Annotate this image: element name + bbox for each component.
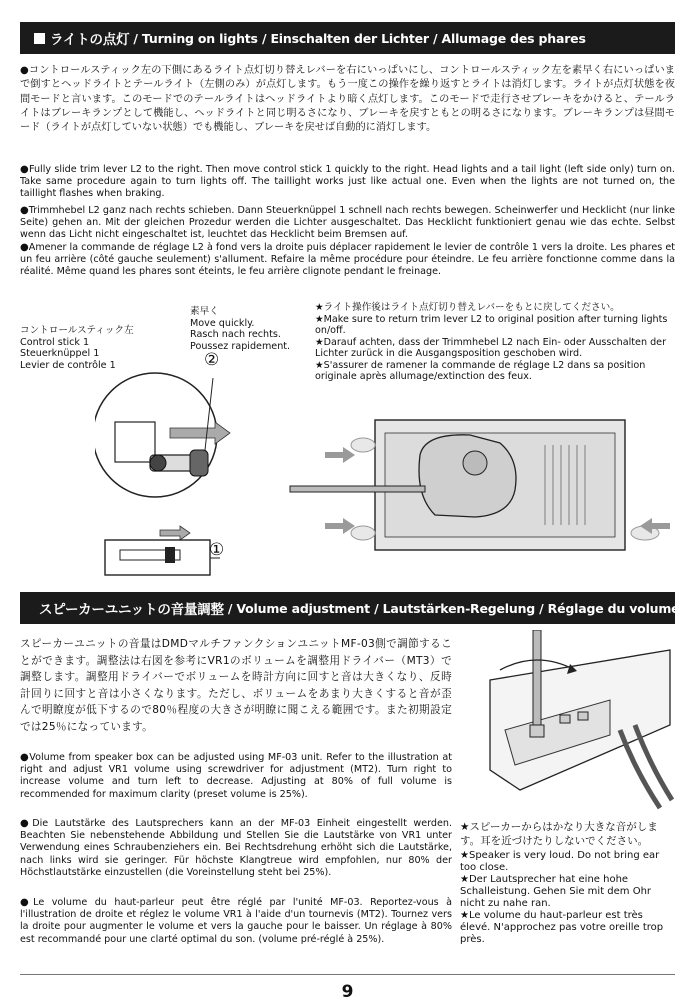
lights-text-en-body: Fully slide trim lever L2 to the right. Then move control stick 1 quickly to the right. Head lights and a tail light (left side only) turn on. Take same procedure again to turn lights off. The taillight works just like actual one. Even when the lights are not turned on, the taillight flashes when braking. (20, 164, 675, 200)
volume-warning-de: ★Der Lautsprecher hat eine hohe Schalleistung. Gehen Sie mit dem Ohr nicht zu nahe ran. (460, 874, 652, 909)
step-2-marker: ② (204, 350, 220, 370)
slide-right-arrow (160, 526, 190, 540)
section-title: / Volume adjustment / Lautstärken-Regelung / Réglage du volume (227, 600, 680, 616)
volume-text-de-body: Die Lautstärke des Lautsprechers kann an der MF-03 Einheit eingestellt werden. Beachten Sie nebenstehende Abbildung und Stellen Sie die Lautstärke von VR1 unter Verwendung eines Schraubenziehers ein. Bei Rechtsdrehung erhöht sich die Lautstärke, nach links wird sie geringer. Für höchste Klangtreue wird empfohlen, nur 80% der Höchstlautstärke einzustellen (die Voreinstellung steht bei 25%). (20, 818, 452, 878)
trim-lever (165, 547, 175, 563)
vr1-knob (530, 725, 544, 737)
volume-text-en-body: Volume from speaker box can be adjusted using MF-03 unit. Refer to the illustration at right and adjust VR1 volume using screwdriver for adjustment (MT2). Turn right to increase volume and turn left to decrease. Adjusting at 80% of full volume is recommended for maximum clarity (preset volume is 25%). (20, 752, 452, 800)
control-stick-label-jp: コントロールスティック左 (20, 325, 134, 336)
bullet-icon: ● (20, 205, 29, 216)
control-stick-label-en: Control stick 1 (20, 336, 90, 348)
section-banner-volume (20, 592, 680, 624)
bullet-icon: ● (20, 242, 29, 253)
volume-warning (460, 820, 675, 946)
section-title-jp: ライトの点灯 (50, 32, 130, 48)
lights-note-en: ★Make sure to return trim lever L2 to original position after turning lights on/off. (315, 313, 668, 336)
move-quickly-label-fr: Poussez rapidement. (190, 340, 291, 352)
footer-divider (20, 974, 675, 975)
lights-note-fr: ★S'assurer de ramener la commande de réglage L2 dans sa position originale après allumage/extinction des feux. (315, 359, 646, 382)
tank-gun (290, 486, 425, 492)
volume-text-fr (20, 897, 452, 946)
volume-text-fr-body: Le volume du haut-parleur peut être réglé par l'unité MF-03. Reportez-vous à l'illustration de droite et réglez le volume VR1 à l'aide d'un tournevis (MT2). Tournez vers la droite pour augmenter le volume et vers la gauche pour le baisser. Un réglage à 80% est recommandé pour une clarté optimal du son. (volume pré-réglé à 25%). (20, 897, 452, 945)
bullet-icon: ● (20, 164, 29, 175)
bullet-icon: ● (20, 65, 29, 76)
volume-warning-en: ★Speaker is very loud. Do not bring ear too close. (460, 850, 660, 873)
control-stick-label-de: Steuerknüppel 1 (20, 348, 100, 359)
move-quickly-label-jp: 素早く (190, 306, 219, 317)
lights-text-de (20, 205, 675, 242)
stick-knob (190, 450, 208, 476)
move-quickly-label-de: Rasch nach rechts. (190, 329, 281, 340)
stick-base-plate (115, 422, 155, 462)
volume-warning-jp: ★スピーカーからはかなり大きな音がします。耳を近づけたりしないでください。 (460, 821, 658, 847)
move-quickly-label (190, 306, 290, 352)
lights-text-fr-body: Amener la commande de réglage L2 à fond vers la droite puis déplacer rapidement le levier de contrôle 1 vers la droite. Les phares et un feu arrière (côté gauche seulement) s'allument. Refaire la même procédure pour éteindre. Le feu arrière fonctionne comme dans la réalité. Même quand les phares sont éteints, le feu arrière clignote pendant le freinage. (20, 242, 675, 278)
tank-turret (419, 435, 516, 517)
screwdriver (533, 630, 541, 725)
cable (635, 725, 672, 800)
headlight-glow (351, 438, 375, 452)
lights-note-jp: ★ライト操作後はライト点灯切り替えレバーをもとに戻してください。 (315, 302, 620, 313)
lights-note (315, 302, 677, 383)
headlight-arrow (325, 518, 355, 534)
control-stick-label-fr: Levier de contrôle 1 (20, 359, 116, 371)
bullet-icon: ● (20, 752, 30, 763)
lights-text-jp (20, 64, 675, 135)
move-quickly-label-en: Move quickly. (190, 317, 255, 329)
volume-text-jp: スピーカーユニットの音量はDMDマルチファンクションユニットMF-03側で調節することができます。調整法は右図を参考にVR1のボリュームを調整用ドライバー（MT3）で調整します。調整用ドライバーでボリュームを時計方向に回すと音は大きくなり、反時計回りに回すと音は小さくなります。ただし、ボリュームをあまり大きくすると音が歪んで明瞭度が低下するので80％程度の大きさが明瞭に聞こえる範囲です。また初期設定では25％になっています。 (20, 638, 452, 733)
connector (560, 715, 570, 723)
section-title-jp: スピーカーユニットの音量調整 (39, 602, 224, 618)
connector (578, 712, 588, 720)
lights-text-en (20, 164, 675, 201)
lights-note-de: ★Darauf achten, dass der Trimmhebel L2 nach Ein- oder Ausschalten der Lichter zurück in die Ausgangsposition geschoben wird. (315, 336, 667, 359)
lights-text-fr (20, 242, 675, 279)
tank-illustration (285, 405, 675, 565)
volume-warning-fr: ★Le volume du haut-parleur est très élevé. N'approchez pas votre oreille trop près. (460, 910, 664, 945)
headlight-arrow (325, 447, 355, 463)
volume-adjust-illustration (460, 630, 675, 810)
page-number: 9 (341, 982, 354, 1002)
lights-text-de-body: Trimmhebel L2 ganz nach rechts schieben. Dann Steuerknüppel 1 schnell nach rechts bewegen. Scheinwerfer und Hecklicht (nur linke Seite) gehen an. Mit der gleichen Prozedur werden die Lichter ausgeschaltet. Das Hecklicht funktioniert genau wie das echte. Selbst wenn das Licht nicht eingeschaltet ist, leuchtet das Hecklicht beim Bremsen auf. (20, 205, 675, 241)
stick-pivot (150, 455, 166, 471)
lights-text-jp-body: コントロールスティック左の下側にあるライト点灯切り替えレバーを右にいっぱいにし、コントロールスティック左を素早く右にいっぱいまで倒すとヘッドライトとテールライト（左側のみ）が点灯します。もう一度この操作を繰り返すとライトは消灯します。ライトが点灯状態を夜間モードと言います。このモードでのテールライトはヘッドライトより暗く点灯します。このモードで走行させブレーキをかけると、テールライトはブレーキランプとして機能し、ヘッドライトと同じ明るさになり、ブレーキを戻すともとの明るさになります。ブレーキランプは昼間モード（ライトが点灯していない状態）でも機能し、ブレーキを戻せば自動的に消灯します。 (20, 65, 675, 134)
volume-text-de (20, 818, 452, 879)
square-bullet-icon (34, 33, 45, 44)
section-banner-lights (20, 22, 675, 54)
volume-text-en (20, 752, 452, 801)
headlight-glow (351, 526, 375, 540)
step-1-marker: ① (209, 540, 225, 560)
commander-hatch (463, 451, 487, 475)
section-title: / Turning on lights / Einschalten der Lichter / Allumage des phares (133, 30, 586, 46)
bullet-icon: ● (20, 818, 33, 829)
bullet-icon: ● (20, 897, 34, 908)
